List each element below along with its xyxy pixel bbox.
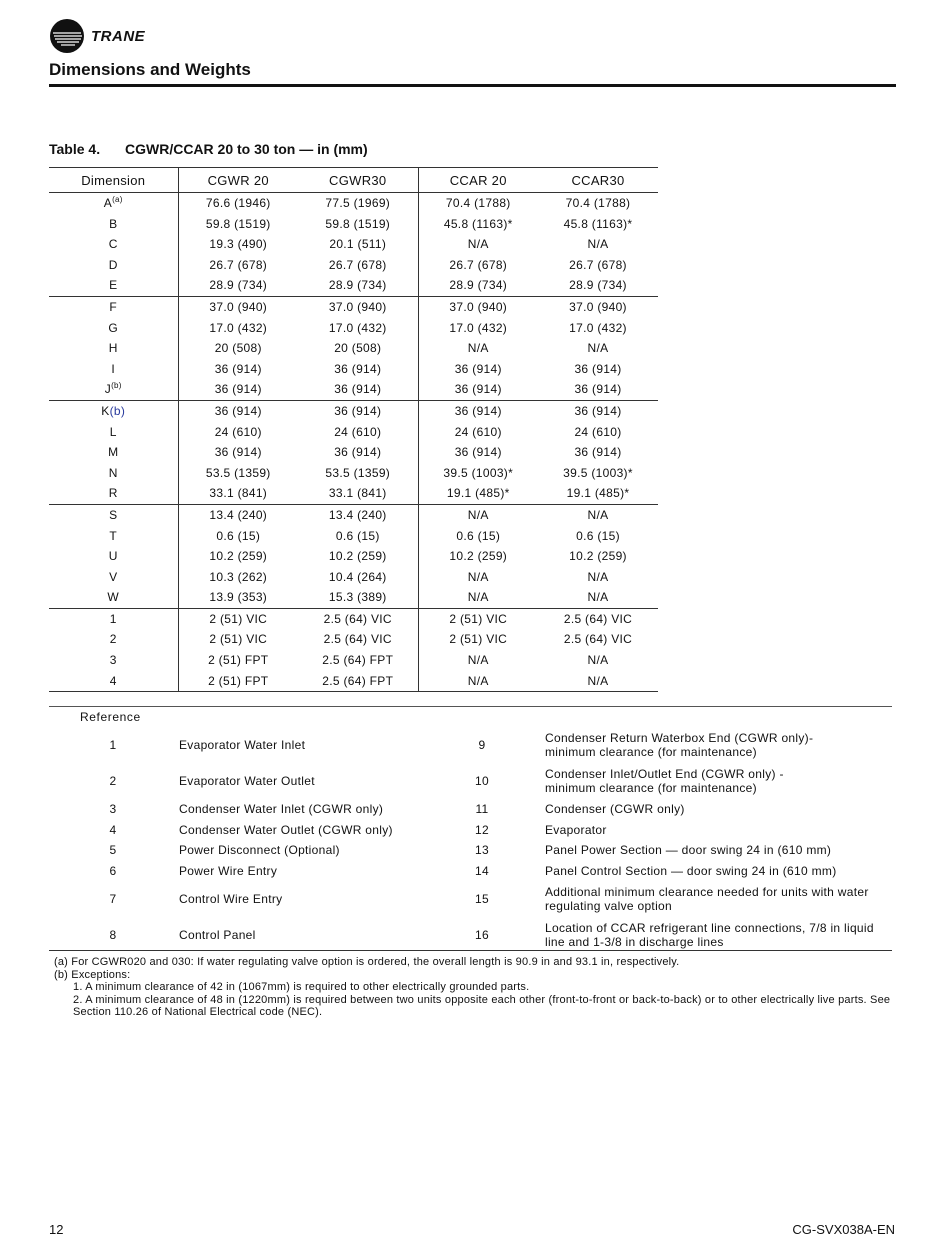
table-cell: 0.6 (15) <box>576 528 620 543</box>
table-cell: 36 (914) <box>298 400 418 421</box>
table-cell: 26.7 (678) <box>209 257 268 272</box>
dimension-label: F <box>49 296 178 317</box>
table-row <box>49 629 658 650</box>
dimension-label: $J^{(b)}$ <box>49 379 178 400</box>
table-cell: 17.0 (432) <box>209 320 268 335</box>
table-cell: 36 (914) <box>298 442 418 463</box>
table-cell: 17.0 (432) <box>569 320 627 335</box>
table-cell: 24 (610) <box>214 424 262 439</box>
reference-label: Power Disconnect (Optional) <box>179 843 340 858</box>
table-row <box>49 608 658 629</box>
table-cell: 53.5 (1359) <box>205 465 271 480</box>
reference-label: Control Panel <box>179 928 256 943</box>
table-row <box>49 526 658 547</box>
table-cell: N/A <box>467 341 489 356</box>
table-row <box>49 587 658 608</box>
table-cell: 36 (914) <box>214 382 262 397</box>
page-number: 12 <box>49 1222 64 1237</box>
table-cell: 37.0 (940) <box>178 296 298 317</box>
column-header: CGWR 20 <box>178 168 298 193</box>
brand-name: TRANE <box>91 27 146 45</box>
reference-number: 15 <box>475 892 489 907</box>
table-cell: 13.4 (240) <box>178 504 298 525</box>
reference-row <box>49 727 894 763</box>
footnote-b2: 2. A minimum clearance of 48 in (1220mm) is required between two units opposite each other (front-to-front or back-to-back) or to other electrically live parts. See Section 110.26 of National Electrical code (NEC). <box>73 993 891 1018</box>
reference-table-body <box>49 727 894 953</box>
reference-number: 7 <box>109 892 117 907</box>
reference-row <box>49 861 894 882</box>
trane-logo <box>49 18 145 54</box>
dimension-label: S <box>49 504 178 525</box>
reference-row <box>49 763 894 799</box>
reference-number: 2 <box>109 774 117 788</box>
reference-number: 13 <box>475 843 489 858</box>
table-cell: 45.8 (1163)* <box>443 216 513 231</box>
reference-number: 8 <box>109 928 117 943</box>
table-cell: 2 (51) VIC <box>418 608 538 629</box>
reference-row <box>49 820 894 841</box>
table-cell: 0.6 (15) <box>456 528 501 543</box>
table-cell: N/A <box>418 671 538 692</box>
reference-number: 12 <box>475 822 489 837</box>
table-cell: 33.1 (841) <box>209 486 268 501</box>
footnote-a: (a) For CGWR020 and 030: If water regulating valve option is ordered, the overall length is 90.9 in and 93.1 in, respectively. <box>54 956 680 968</box>
table-row <box>49 483 658 504</box>
dimension-label: N <box>49 463 178 484</box>
table-cell: 20 (508) <box>298 338 418 359</box>
table-cell: 10.2 (259) <box>298 546 418 567</box>
table-cell: 26.7 (678) <box>569 257 627 272</box>
table-cell: N/A <box>467 569 489 584</box>
table-cell: 45.8 (1163)* <box>563 216 633 231</box>
table-cell: 2 (51) VIC <box>178 608 298 629</box>
table-cell: 36 (914) <box>214 361 262 376</box>
reference-label: Evaporator Water Inlet <box>179 738 306 752</box>
table-row <box>49 214 658 235</box>
dimension-label: K(b) <box>49 400 178 421</box>
table-cell: 36 (914) <box>454 361 502 376</box>
column-header: CCAR30 <box>538 168 658 193</box>
footnote-link[interactable]: (b) <box>109 403 126 418</box>
table-cell: 53.5 (1359) <box>298 463 418 484</box>
table-cell: N/A <box>467 237 489 252</box>
table-header-row <box>49 168 658 193</box>
table-cell: N/A <box>587 569 609 584</box>
reference-table <box>49 727 894 953</box>
reference-number: 3 <box>109 802 117 817</box>
table-row <box>49 275 658 296</box>
dimension-label: V <box>49 567 178 588</box>
dimensions-table <box>49 167 658 692</box>
table-cell: N/A <box>418 504 538 525</box>
section-title: Dimensions and Weights <box>49 60 251 79</box>
table-cell: N/A <box>587 653 609 668</box>
table-row <box>49 567 658 588</box>
table-cell: 2 (51) VIC <box>209 632 268 647</box>
table-cell: 10.2 (259) <box>569 549 627 564</box>
table-cell: 39.5 (1003)* <box>443 465 514 480</box>
reference-label: Additional minimum clearance needed for units with water regulating valve option <box>545 885 869 914</box>
reference-row <box>49 881 894 917</box>
reference-label: Evaporator Water Outlet <box>179 774 315 788</box>
dimension-label: 2 <box>49 629 178 650</box>
table-cell: 36 (914) <box>538 400 658 421</box>
reference-number: 6 <box>109 864 117 879</box>
reference-number: 10 <box>475 774 489 788</box>
reference-number: 4 <box>109 822 117 837</box>
table-cell: 24 (610) <box>298 422 418 443</box>
dimension-label: L <box>49 422 178 443</box>
table-cell: N/A <box>467 590 489 605</box>
dimension-label: $A^{(a)}$ <box>49 193 178 214</box>
reference-number: 16 <box>475 928 489 943</box>
dimension-label: M <box>49 442 178 463</box>
table-cell: 37.0 (940) <box>538 296 658 317</box>
table-cell: 0.6 (15) <box>298 526 418 547</box>
table-cell: 2.5 (64) VIC <box>563 632 633 647</box>
reference-label: Condenser Inlet/Outlet End (CGWR only) - minimum clearance (for maintenance) <box>545 767 784 795</box>
dimensions-table-body <box>49 193 658 692</box>
table-cell: 10.2 (259) <box>209 549 268 564</box>
table-cell: 19.1 (485)* <box>446 486 510 501</box>
table-cell: 19.3 (490) <box>209 237 268 252</box>
table-cell: 36 (914) <box>178 400 298 421</box>
table-cell: 10.4 (264) <box>298 567 418 588</box>
reference-label: Condenser Water Inlet (CGWR only) <box>179 802 384 817</box>
table-row <box>49 234 658 255</box>
table-cell: 2 (51) VIC <box>449 632 508 647</box>
table-row <box>49 671 658 692</box>
table-cell: 70.4 (1788) <box>565 196 631 210</box>
table-cell: 20 (508) <box>214 341 262 356</box>
table-cell: 13.9 (353) <box>209 590 268 605</box>
table-number: Table 4. <box>49 141 101 157</box>
table-row <box>49 400 658 421</box>
dimension-label: W <box>49 587 178 608</box>
reference-label: Panel Power Section — door swing 24 in (610 mm) <box>545 843 832 858</box>
table-cell: 36 (914) <box>298 379 418 400</box>
table-cell: 28.9 (734) <box>209 278 268 293</box>
reference-number: 9 <box>478 738 486 752</box>
table-row <box>49 255 658 276</box>
table-cell: 2.5 (64) FPT <box>298 650 418 671</box>
table-cell: 26.7 (678) <box>449 257 508 272</box>
dimension-label: 1 <box>49 608 178 629</box>
dimension-label: U <box>49 546 178 567</box>
footnote-b: (b) Exceptions: <box>54 968 131 981</box>
column-header: CCAR 20 <box>418 168 538 193</box>
table-cell: 2.5 (64) VIC <box>298 629 418 650</box>
table-row <box>49 422 658 443</box>
table-row <box>49 650 658 671</box>
table-cell: 33.1 (841) <box>298 483 418 504</box>
reference-label: Panel Control Section — door swing 24 in (610 mm) <box>545 864 837 879</box>
table-cell: 17.0 (432) <box>298 318 418 339</box>
table-row <box>49 546 658 567</box>
table-cell: 36 (914) <box>574 382 622 397</box>
trane-globe-icon <box>49 18 85 54</box>
table-cell: 28.9 (734) <box>298 275 418 296</box>
table-cell: 0.6 (15) <box>216 528 261 543</box>
dimension-label: H <box>49 338 178 359</box>
table-cell: 17.0 (432) <box>449 320 508 335</box>
footnote-ref: (b) <box>111 381 122 391</box>
table-cell: N/A <box>587 237 609 252</box>
table-cell: 36 (914) <box>298 359 418 380</box>
table-cell: N/A <box>538 504 658 525</box>
reference-number: 5 <box>109 843 117 858</box>
table-cell: 76.6 (1946) <box>205 196 271 210</box>
table-cell: 28.9 (734) <box>569 278 627 293</box>
reference-label: Condenser (CGWR only) <box>545 802 685 817</box>
table-cell: 59.8 (1519) <box>205 216 271 231</box>
table-cell: 36 (914) <box>418 400 538 421</box>
reference-label: Evaporator <box>545 822 607 837</box>
table-cell: 70.4 (1788) <box>445 196 511 210</box>
table-cell: 10.2 (259) <box>449 549 508 564</box>
table-cell: 59.8 (1519) <box>298 214 418 235</box>
table-cell: 15.3 (389) <box>298 587 418 608</box>
table-row <box>49 338 658 359</box>
footnote-ref: (a) <box>112 195 123 204</box>
footnote-b1: 1. A minimum clearance of 42 in (1067mm) is required to other electrically grounded parts. <box>73 981 530 993</box>
table-cell: 24 (610) <box>454 424 502 439</box>
reference-number: 11 <box>475 802 489 817</box>
reference-row <box>49 917 894 953</box>
reference-label: Location of CCAR refrigerant line connections, 7/8 in liquid line and 1-3/8 in discharge lines <box>545 921 874 950</box>
table-cell: 20.1 (511) <box>298 234 418 255</box>
table-row <box>49 463 658 484</box>
table-row <box>49 442 658 463</box>
reference-label: Control Wire Entry <box>179 892 283 907</box>
table-title: CGWR/CCAR 20 to 30 ton — in (mm) <box>125 141 368 157</box>
dimension-label: I <box>49 359 178 380</box>
table-cell: 37.0 (940) <box>418 296 538 317</box>
table-cell: N/A <box>587 590 609 605</box>
table-row <box>49 296 658 317</box>
table-cell: 37.0 (940) <box>298 296 418 317</box>
dimension-label: B <box>49 214 178 235</box>
dimension-label: R <box>49 483 178 504</box>
table-row <box>49 359 658 380</box>
table-cell: 36 (914) <box>574 445 622 460</box>
dimension-label: E <box>49 275 178 296</box>
title-divider <box>49 84 896 87</box>
table-cell: 19.1 (485)* <box>566 486 630 501</box>
table-cell: 2.5 (64) VIC <box>298 608 418 629</box>
reference-title: Reference <box>80 710 141 724</box>
table-cell: 39.5 (1003)* <box>563 465 633 480</box>
dimension-label: 4 <box>49 671 178 692</box>
reference-label: Condenser Water Outlet (CGWR only) <box>179 822 393 837</box>
table-cell: N/A <box>587 341 609 356</box>
table-cell: 26.7 (678) <box>298 255 418 276</box>
dimension-label: 3 <box>49 650 178 671</box>
table-cell: 36 (914) <box>574 361 622 376</box>
table-cell: 77.5 (1969) <box>298 193 418 214</box>
reference-number: 14 <box>475 864 489 879</box>
dimension-label: G <box>49 318 178 339</box>
table-cell: 28.9 (734) <box>449 278 508 293</box>
column-header: CGWR30 <box>298 168 418 193</box>
table-cell: 24 (610) <box>574 424 622 439</box>
table-row <box>49 193 658 214</box>
column-header: Dimension <box>49 168 178 193</box>
table-cell: 2.5 (64) VIC <box>538 608 658 629</box>
reference-row <box>49 799 894 820</box>
table-cell: 13.4 (240) <box>298 504 418 525</box>
footnotes <box>54 956 894 1019</box>
table-cell: 2.5 (64) FPT <box>298 671 418 692</box>
table-cell: 36 (914) <box>454 445 502 460</box>
reference-row <box>49 840 894 861</box>
table-row <box>49 504 658 525</box>
dimension-label: D <box>49 255 178 276</box>
table-caption <box>49 141 368 157</box>
reference-label: Power Wire Entry <box>179 864 278 879</box>
reference-top-rule <box>49 706 892 707</box>
table-cell: 36 (914) <box>214 445 262 460</box>
table-cell: 36 (914) <box>454 382 502 397</box>
reference-label: Condenser Return Waterbox End (CGWR only)- minimum clearance (for maintenance) <box>545 731 814 759</box>
table-cell: N/A <box>467 653 489 668</box>
reference-bottom-rule <box>49 950 892 951</box>
dimension-label: T <box>49 526 178 547</box>
table-row <box>49 318 658 339</box>
table-row <box>49 379 658 400</box>
reference-number: 1 <box>109 738 117 752</box>
document-id: CG-SVX038A-EN <box>792 1222 895 1237</box>
table-cell: N/A <box>538 671 658 692</box>
table-cell: 10.3 (262) <box>209 569 268 584</box>
dimension-label: C <box>49 234 178 255</box>
table-cell: 2 (51) FPT <box>208 653 269 668</box>
table-cell: 2 (51) FPT <box>178 671 298 692</box>
